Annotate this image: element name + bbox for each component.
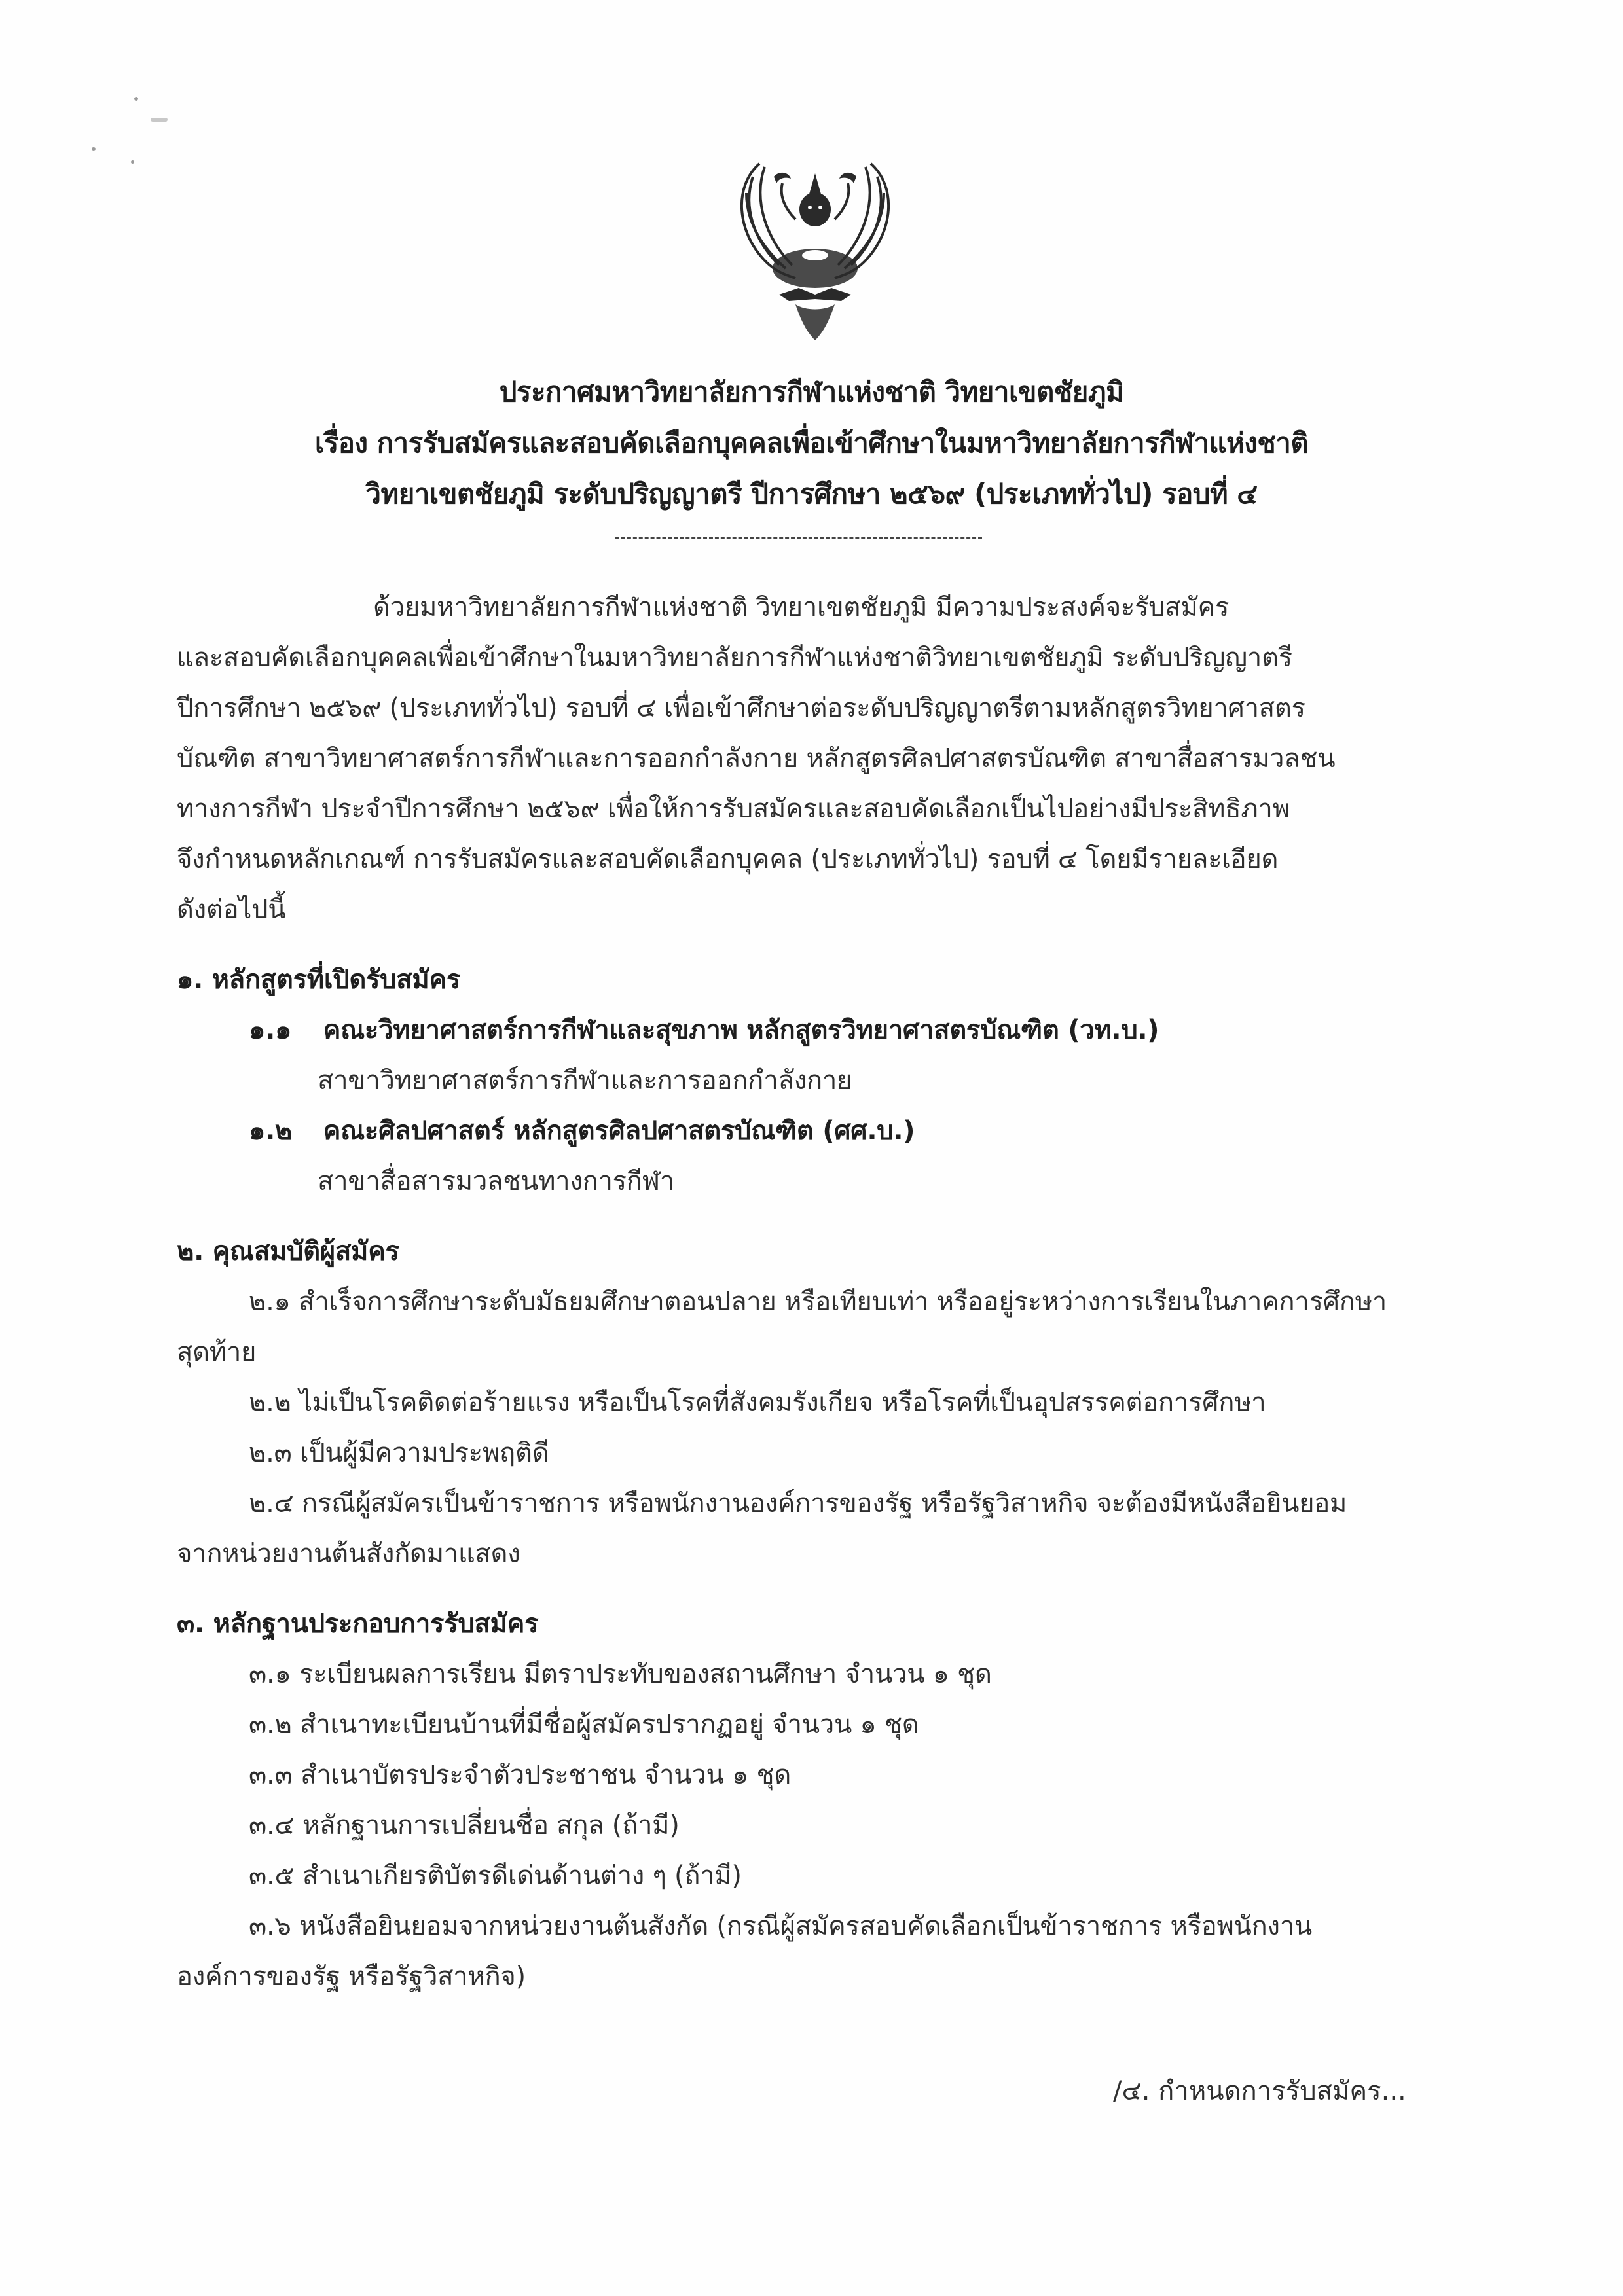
item-number: ๑.๒: [249, 1116, 293, 1146]
item-number: ๓.๒: [249, 1710, 292, 1740]
item-number: ๑.๑: [249, 1015, 292, 1045]
item-continuation: องค์การของรัฐ หรือรัฐวิสาหกิจ): [177, 1962, 526, 1992]
document-body: [177, 583, 1453, 2002]
intro-line: และสอบคัดเลือกบุคคลเพื่อเข้าศึกษาในมหาวิทยาลัยการกีฬาแห่งชาติวิทยาเขตชัยภูมิ ระดับปริญญาตรี: [177, 643, 1292, 673]
item-text: หนังสือยินยอมจากหน่วยงานต้นสังกัด (กรณีผู้สมัครสอบคัดเลือกเป็นข้าราชการ หรือพนักงาน: [299, 1911, 1312, 1941]
section-heading-qualifications: ๒. คุณสมบัติผู้สมัคร: [177, 1236, 399, 1266]
item-number: ๓.๓: [249, 1760, 293, 1790]
title-line-3: วิทยาเขตชัยภูมิ ระดับปริญญาตรี ปีการศึกษา ๒๕๖๙ (ประเภททั่วไป) รอบที่ ๔: [365, 478, 1258, 510]
item-number: ๓.๔: [249, 1810, 295, 1840]
document-item: [177, 1649, 1453, 1700]
item-number: ๒.๓: [249, 1438, 292, 1468]
intro-line: จึงกำหนดหลักเกณฑ์ การรับสมัครและสอบคัดเลือกบุคคล (ประเภททั่วไป) รอบที่ ๔ โดยมีรายละเอียด: [177, 844, 1279, 874]
item-text: ไม่เป็นโรคติดต่อร้ายแรง หรือเป็นโรคที่สังคมรังเกียจ หรือโรคที่เป็นอุปสรรคต่อการศึกษา: [299, 1388, 1266, 1418]
qualification-item: [177, 1479, 1453, 1529]
intro-line: ปีการศึกษา ๒๕๖๙ (ประเภททั่วไป) รอบที่ ๔ เพื่อเข้าศึกษาต่อระดับปริญญาตรีตามหลักสูตรวิทยาศาสตร: [177, 693, 1305, 723]
garuda-emblem-icon: [714, 147, 917, 344]
item-number: ๓.๕: [249, 1861, 295, 1891]
document-item: [177, 1901, 1453, 1952]
document-item: [177, 1801, 1453, 1851]
scan-artifact: [92, 147, 96, 151]
item-text: สำเร็จการศึกษาระดับมัธยมศึกษาตอนปลาย หรือเทียบเท่า หรืออยู่ระหว่างการเรียนในภาคการศึกษา: [299, 1287, 1387, 1317]
qualification-item: [177, 1428, 1453, 1479]
course-item: [177, 1005, 1453, 1056]
intro-line: บัณฑิต สาขาวิทยาศาสตร์การกีฬาและการออกกำลังกาย หลักสูตรศิลปศาสตรบัณฑิต สาขาสื่อสารมวลชน: [177, 744, 1336, 774]
item-text: สำเนาบัตรประจำตัวประชาชน จำนวน ๑ ชุด: [300, 1760, 792, 1790]
item-text: หลักฐานการเปลี่ยนชื่อ สกุล (ถ้ามี): [302, 1810, 680, 1840]
item-text: คณะศิลปศาสตร์ หลักสูตรศิลปศาสตรบัณฑิต (ศศ.บ.): [323, 1116, 915, 1146]
course-major: สาขาวิทยาศาสตร์การกีฬาและการออกกำลังกาย: [318, 1066, 852, 1096]
item-number: ๒.๔: [249, 1488, 294, 1518]
item-number: ๓.๑: [249, 1659, 291, 1689]
item-number: ๒.๑: [249, 1287, 291, 1317]
title-divider: [615, 537, 982, 539]
course-major: สาขาสื่อสารมวลชนทางการกีฬา: [318, 1166, 674, 1196]
item-text: ระเบียนผลการเรียน มีตราประทับของสถานศึกษา จำนวน ๑ ชุด: [299, 1659, 992, 1689]
course-item: [177, 1106, 1453, 1157]
document-item: [177, 1700, 1453, 1750]
scan-artifact: [134, 97, 138, 101]
section-heading-courses: ๑. หลักสูตรที่เปิดรับสมัคร: [177, 965, 461, 995]
item-text: กรณีผู้สมัครเป็นข้าราชการ หรือพนักงานองค์การของรัฐ หรือรัฐวิสาหกิจ จะต้องมีหนังสือยินยอม: [301, 1488, 1347, 1518]
intro-line: ดังต่อไปนี้: [177, 895, 286, 925]
qualification-item: [177, 1378, 1453, 1428]
item-text: คณะวิทยาศาสตร์การกีฬาและสุขภาพ หลักสูตรวิทยาศาสตรบัณฑิต (วท.บ.): [323, 1015, 1159, 1045]
scan-artifact: [151, 118, 168, 122]
item-number: ๓.๖: [249, 1911, 291, 1941]
title-line-1: ประกาศมหาวิทยาลัยการกีฬาแห่งชาติ วิทยาเขตชัยภูมิ: [499, 376, 1124, 408]
next-page-continuation: /๔. กำหนดการรับสมัคร...: [1113, 2076, 1406, 2106]
item-text: สำเนาทะเบียนบ้านที่มีชื่อผู้สมัครปรากฏอยู่ จำนวน ๑ ชุด: [299, 1710, 919, 1740]
title-line-2: เรื่อง การรับสมัครและสอบคัดเลือกบุคคลเพื่อเข้าศึกษาในมหาวิทยาลัยการกีฬาแห่งชาติ: [314, 427, 1309, 459]
section-heading-documents: ๓. หลักฐานประกอบการรับสมัคร: [177, 1609, 539, 1639]
scan-artifact: [131, 160, 134, 164]
item-continuation: จากหน่วยงานต้นสังกัดมาแสดง: [177, 1539, 520, 1569]
item-number: ๒.๒: [249, 1388, 291, 1418]
item-continuation: สุดท้าย: [177, 1337, 257, 1367]
announcement-title: [0, 367, 1623, 520]
item-text: สำเนาเกียรติบัตรดีเด่นด้านต่าง ๆ (ถ้ามี): [302, 1861, 742, 1891]
item-text: เป็นผู้มีความประพฤติดี: [299, 1438, 549, 1468]
document-item: [177, 1750, 1453, 1801]
intro-line: ทางการกีฬา ประจำปีการศึกษา ๒๕๖๙ เพื่อให้การรับสมัครและสอบคัดเลือกเป็นไปอย่างมีประสิทธิภาพ: [177, 794, 1290, 824]
document-item: [177, 1851, 1453, 1901]
qualification-item: [177, 1277, 1453, 1327]
intro-line: ด้วยมหาวิทยาลัยการกีฬาแห่งชาติ วิทยาเขตชัยภูมิ มีความประสงค์จะรับสมัคร: [373, 592, 1230, 622]
